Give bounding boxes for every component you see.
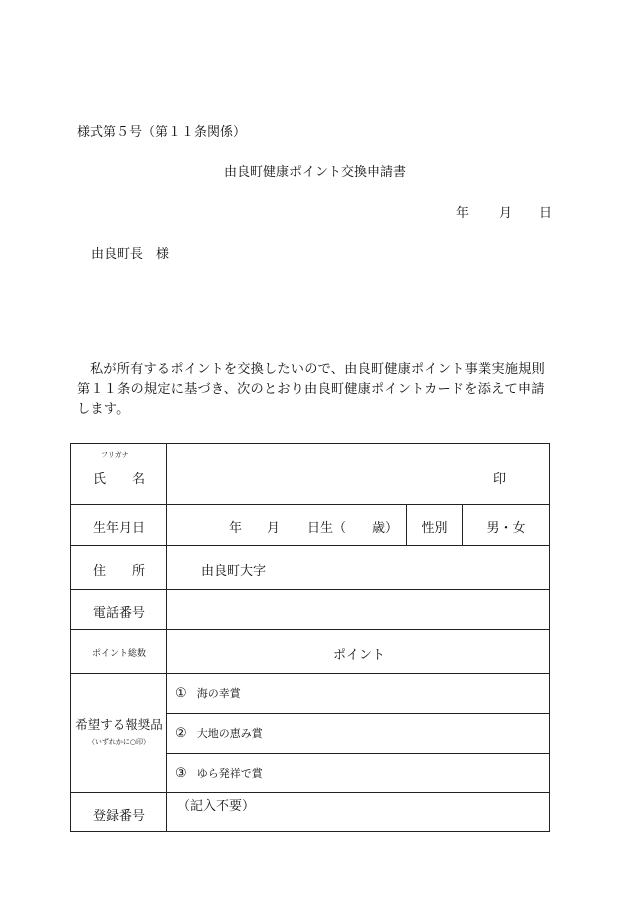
row-divider (71, 629, 549, 630)
intro-paragraph: 私が所有するポイントを交換したいので、由良町健康ポイント事業実施規則第１１条の規定に基づき、次のとおり由良町健康ポイントカードを添えて申請します。 (77, 362, 545, 417)
gender-label: 性別 (421, 521, 448, 536)
prize-mark: ③ (175, 766, 187, 781)
furigana-label: フリガナ (101, 451, 129, 459)
birth-date-label: 生年月日 (92, 521, 145, 536)
row-divider (71, 504, 549, 505)
birth-day-age-label: 日生（ 歳） (307, 521, 399, 536)
registration-number-label: 登録番号 (92, 809, 145, 824)
document-title: 由良町健康ポイント交換申請書 (223, 165, 406, 180)
birth-year-label: 年 (229, 521, 243, 536)
prize-option-3[interactable] (175, 765, 263, 781)
prize-name: ゆら発祥で賞 (196, 767, 263, 780)
prize-name: 大地の恵み賞 (196, 727, 263, 740)
application-table (70, 443, 550, 832)
date-month-label: 月 (499, 206, 513, 221)
prize-option-1[interactable] (175, 685, 241, 701)
address-label: 住 所 (92, 564, 145, 579)
name-field[interactable] (177, 446, 547, 502)
prize-note: （いずれかに○印） (87, 738, 151, 746)
row-divider (71, 545, 549, 546)
label-column-divider (166, 444, 167, 832)
prize-mark: ② (175, 726, 187, 741)
points-field[interactable]: ポイント (332, 648, 385, 663)
phone-label: 電話番号 (92, 606, 145, 621)
date-day-label: 日 (539, 206, 553, 221)
name-label: 氏 名 (92, 472, 145, 487)
gender-choice[interactable]: 男・女 (486, 521, 526, 536)
date-year-label: 年 (456, 206, 470, 221)
row-divider (71, 673, 549, 674)
seal-mark: 印 (493, 472, 507, 487)
row-divider (71, 792, 549, 793)
row-divider (71, 589, 549, 590)
addressee: 由良町長 様 (91, 247, 170, 262)
address-field[interactable]: 由良町大字 (201, 564, 267, 579)
prize-option-2[interactable] (175, 725, 263, 741)
prize-divider (166, 713, 549, 714)
birth-month-label: 月 (267, 521, 281, 536)
form-number: 様式第５号（第１１条関係） (77, 125, 247, 140)
prize-mark: ① (175, 686, 187, 701)
phone-field[interactable] (177, 594, 547, 626)
registration-note: （記入不要） (177, 799, 256, 814)
prize-name: 海の幸賞 (196, 687, 241, 700)
points-total-label: ポイント総数 (91, 649, 146, 659)
prize-label: 希望する報奨品 (75, 717, 163, 732)
prize-divider (166, 753, 549, 754)
